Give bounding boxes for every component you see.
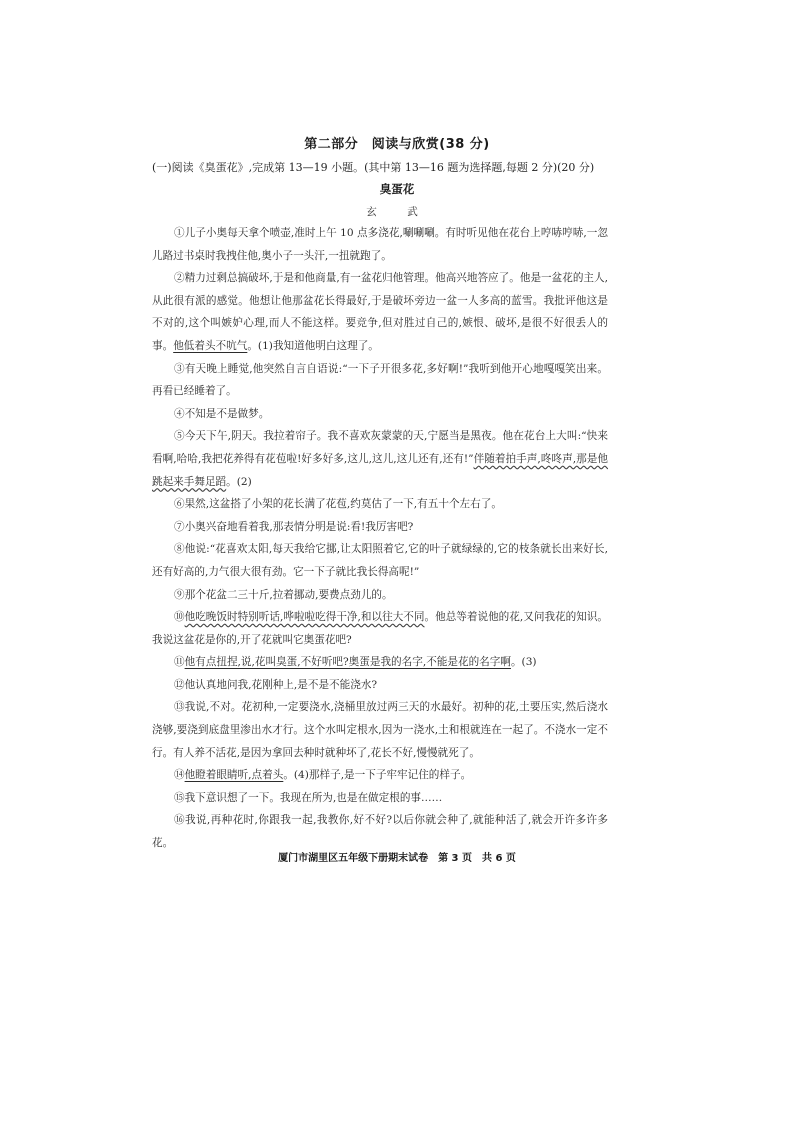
paragraph-text: 。(2)	[226, 475, 252, 488]
paragraph-8	[152, 538, 608, 583]
paragraph-text: ⑬我说,不对。花初种,一定要浇水,浇桶里放过两三天的水最好。初种的花,土要压实,然后浇水浇够,要浇到底盘里渗出水才行。这个水叫定根水,因为一浇水,土和根就连在一起了。不浇水一定不行。有人养不活花,是因为拿回去种时就种坏了,花长不好,慢慢就死了。	[152, 701, 608, 759]
paragraph-9	[152, 584, 608, 607]
paragraph-13	[152, 696, 608, 764]
paragraph-text: ⑩	[174, 611, 185, 624]
paragraph-text: ⑪	[174, 656, 185, 669]
underlined-sentence-3: 他有点扭捏,说,花叫臭蛋,不好听吧?奥蛋是我的名字,不能是花的名字啊	[184, 656, 511, 669]
paragraph-text: ⑮我下意识想了一下。我现在所为,也是在做定根的事……	[174, 791, 443, 804]
paragraph-text: 。他总等着说他的花,又问我花的知识。我说这盆花是你的,开了花就叫它奥蛋花吧?	[152, 611, 609, 646]
page-footer: 厦门市湖里区五年级下册期末试卷 第 3 页 共 6 页	[278, 853, 516, 864]
paragraph-2	[152, 267, 608, 357]
paragraph-text: ⑤今天下午,阴天。我拉着帘子。我不喜欢灰蒙蒙的天,宁愿当是黑夜。他在花台上大叫:“快来看啊,哈哈,我把花养得有花苞啦!好多好多,这儿,这儿,这儿还有,还有!”	[152, 430, 608, 465]
paragraph-10	[152, 606, 608, 651]
paragraph-text: 。(1)我知道他明白这理了。	[247, 339, 379, 352]
paragraph-text: ④不知是不是做梦。	[174, 407, 270, 420]
paragraph-text: 。(3)	[510, 656, 537, 669]
paragraph-11	[152, 651, 608, 674]
paragraph-5	[152, 425, 608, 493]
wavy-underlined-sentence-10: 他吃晚饭时特别听话,哗啦啦吃得干净,和以往大不同	[184, 611, 425, 624]
paragraph-text: ⑦小奥兴奋地看着我,那表情分明是说:看!我厉害吧?	[174, 520, 414, 533]
paragraph-text: ⑧他说:“花喜欢太阳,每天我给它挪,让太阳照着它,它的叶子就绿绿的,它的枝条就长出来好长,还有好高的,力气很大很有劲。它一下子就比我长得高呢!”	[152, 543, 608, 578]
paragraph-text: ⑨那个花盆二三十斤,拉着挪动,要费点劲儿的。	[174, 588, 393, 601]
wavy-underlined-sentence-2: 伴随着拍手声,咚咚声,那是他跳起来手舞足蹈	[152, 452, 608, 488]
underlined-sentence-4: 他瞪着眼睛听,点着头	[184, 769, 284, 782]
paragraph-14	[152, 764, 608, 787]
paragraph-text: ③有天晚上睡觉,他突然自言自语说:“一下子开很多花,多好啊!”我听到他开心地嘎嘎笑出来。再看已经睡着了。	[152, 362, 608, 398]
essay-title: 臭蛋花	[379, 182, 415, 196]
paragraph-text: ⑫他认真地问我,花刚种上,是不是不能浇水?	[174, 678, 378, 691]
paragraph-text: ②精力过剩总搞破坏,于是和他商量,有一盆花归他管理。他高兴地答应了。他是一盆花的主人,从此很有派的感觉。他想让他那盆花长得最好,于是破坏旁边一盆一人多高的蓝雪。我批评他这是不对的,这个叫嫉妒心理,而人不能这样。要竞争,但对胜过自己的,嫉恨、破坏,是很不好很丢人的事。	[152, 272, 608, 352]
paragraph-text: ⑯我说,再种花时,你跟我一起,我教你,好不好?以后你就会种了,就能种活了,就会开许多许多花。	[152, 814, 608, 850]
section-title: 第二部分 阅读与欣赏(38 分)	[304, 137, 490, 152]
essay-body	[152, 222, 608, 855]
paragraph-7	[152, 516, 608, 539]
essay-author: 玄 武	[366, 206, 428, 218]
paragraph-15	[152, 787, 608, 810]
paragraph-4	[152, 403, 608, 426]
paragraph-16	[152, 809, 608, 854]
paragraph-12	[152, 674, 608, 697]
paragraph-text: ①儿子小奥每天拿个喷壶,准时上午 10 点多浇花,唰唰唰。有时听见他在花台上哼哧哼哧,一忽儿路过书桌时我拽住他,奥小子一头汗,一扭就跑了。	[152, 227, 608, 262]
paragraph-text: ⑭	[174, 769, 185, 782]
paragraph-text: 。(4)那样子,是一下子牢牢记住的样子。	[283, 769, 472, 782]
paragraph-1	[152, 222, 608, 267]
underlined-sentence-1: 他低着头不吭气	[173, 339, 248, 352]
paragraph-text: ⑥果然,这盆搭了小架的花长满了花苞,约莫估了一下,有五十个左右了。	[174, 498, 502, 511]
paragraph-6	[152, 493, 608, 516]
question-instruction: (一)阅读《臭蛋花》,完成第 13—19 小题。(其中第 13—16 题为选择题,每题 2 分)(20 分)	[152, 161, 595, 174]
paragraph-3	[152, 358, 608, 403]
